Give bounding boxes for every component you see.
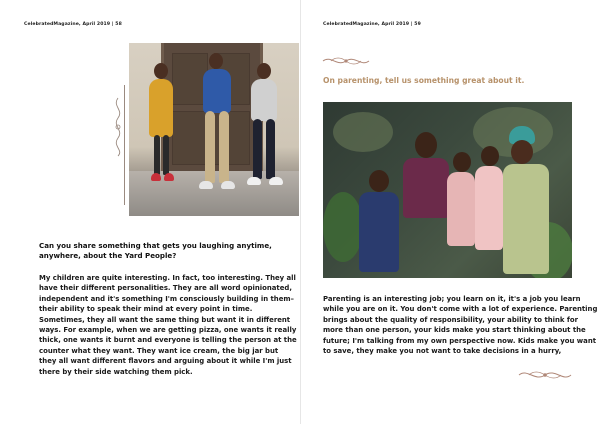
divider-line: [124, 85, 125, 205]
left-page-folio: CelebratedMagazine, April 2019 | 58: [24, 22, 122, 27]
top-flourish-icon: [321, 53, 371, 69]
right-page: [300, 0, 600, 424]
right-question-heading: On parenting, tell us something great about it.: [323, 76, 525, 85]
left-answer-text: My children are quite interesting. In fact, too interesting. They all have their different personalities. They are all word opinionated, independent and it's something I'm consciously building in them– their ability to speak their mind at every point in time. Sometimes, they all want the same thing but want it in different ways. For example, when we are getting pizza, one wants it really thick, one wants it burnt and everyone is telling the person at the counter what they want. They want ice cream, the big jar but they all want different flavors and arguing about it while I'm just there by their side watching them pick.: [39, 274, 297, 376]
right-page-folio: CelebratedMagazine, April 2019 | 59: [323, 22, 421, 27]
photo-three-children: [129, 43, 299, 216]
bottom-flourish-icon: [517, 366, 573, 384]
photo-family: [323, 102, 572, 278]
right-answer-text: Parenting is an interesting job; you learn on it, it's a job you learn while you are on it. You don't come with a lot of experience. Parenting brings about the quality of responsibility, your ability to think for more than one person, your kids make you start thinking about the future; I'm talking from my own perspective now. Kids make you want to save, they make you not want to take decisions in a hurry,: [323, 295, 598, 356]
left-question-heading: Can you share something that gets you laughing anytime, anywhere, about the Yard People?: [39, 241, 272, 260]
